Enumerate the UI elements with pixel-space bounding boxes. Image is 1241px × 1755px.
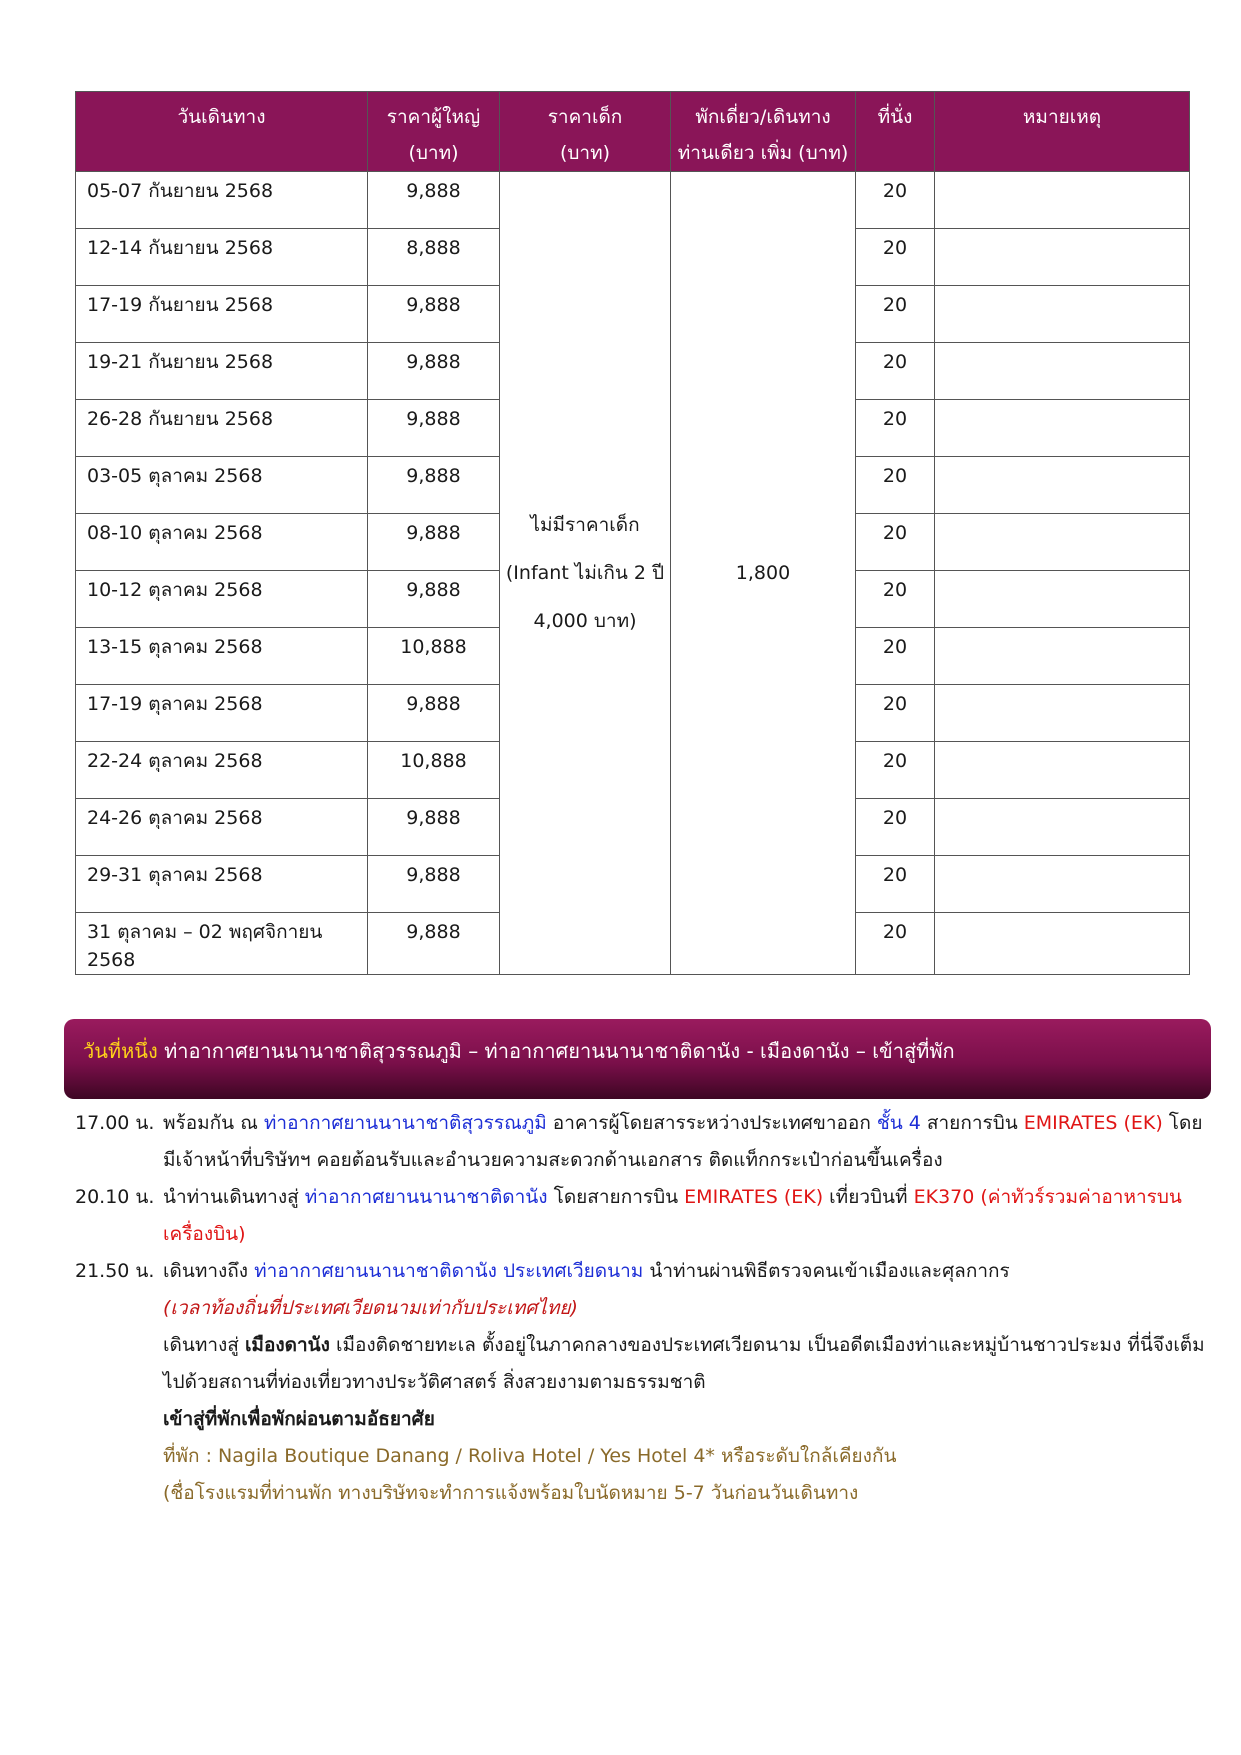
adult-price-cell: 10,888: [368, 628, 500, 685]
airport-name: ท่าอากาศยานนานาชาติดานัง: [304, 1186, 548, 1208]
child-note-line: 4,000 บาท): [533, 610, 637, 632]
date-cell: 08-10 ตุลาคม 2568: [76, 514, 368, 571]
adult-price-cell: 9,888: [368, 913, 500, 975]
day-label: วันที่หนึ่ง: [83, 1039, 158, 1063]
date-cell: 24-26 ตุลาคม 2568: [76, 799, 368, 856]
itinerary-time: 20.10 น.: [75, 1186, 155, 1208]
airport-name: ท่าอากาศยานนานาชาติสุวรรณภูมิ: [263, 1112, 547, 1134]
flight-number: EK370 (ค่าทัวร์รวมค่าอาหารบนเครื่องบิน): [163, 1186, 1182, 1245]
date-cell: 05-07 กันยายน 2568: [76, 172, 368, 229]
seats-cell: 20: [856, 685, 935, 742]
city-name: เมืองดานัง: [244, 1334, 330, 1356]
remarks-cell: [935, 229, 1190, 286]
seats-cell: 20: [856, 400, 935, 457]
adult-price-cell: 9,888: [368, 400, 500, 457]
remarks-cell: [935, 286, 1190, 343]
seats-cell: 20: [856, 799, 935, 856]
header-date: วันเดินทาง: [76, 92, 368, 172]
adult-price-cell: 9,888: [368, 457, 500, 514]
itinerary-entry: [75, 1105, 1205, 1179]
itinerary-text: พร้อมกัน ณ ท่าอากาศยานนานาชาติสุวรรณภูมิ อาคารผู้โดยสารระหว่างประเทศขาออก ชั้น 4 สายการบิน EMIRATES (EK) โดยมีเจ้าหน้าที่บริษัทฯ คอยต้อนรับและอำนวยความสะดวกด้านเอกสาร ติดแท็กกระเป๋าก่อนขึ้นเครื่อง: [163, 1112, 1203, 1171]
header-adult-price: ราคาผู้ใหญ่ (บาท): [368, 92, 500, 172]
seats-cell: 20: [856, 742, 935, 799]
adult-price-cell: 9,888: [368, 685, 500, 742]
seats-cell: 20: [856, 286, 935, 343]
remarks-cell: [935, 913, 1190, 975]
seats-cell: 20: [856, 571, 935, 628]
city-description: เดินทางสู่ เมืองดานัง เมืองติดชายทะเล ตั้งอยู่ในภาคกลางของประเทศเวียดนาม เป็นอดีตเมืองท่าและหมู่บ้านชาวประมง ที่นี่จึงเต็มไปด้วยสถานที่ท่องเที่ยวทางประวัติศาสตร์ สิ่งสวยงามตามธรรมชาติ: [163, 1334, 1205, 1393]
check-in-note: เข้าสู่ที่พักเพื่อพักผ่อนตามอัธยาศัย: [163, 1408, 435, 1430]
remarks-cell: [935, 172, 1190, 229]
itinerary-time: 17.00 น.: [75, 1112, 155, 1134]
date-cell: 22-24 ตุลาคม 2568: [76, 742, 368, 799]
remarks-cell: [935, 628, 1190, 685]
date-cell: 31 ตุลาคม – 02 พฤศจิกายน 2568: [76, 913, 368, 975]
itinerary-time: 21.50 น.: [75, 1260, 155, 1282]
remarks-cell: [935, 799, 1190, 856]
table-header-row: [76, 92, 1190, 172]
seats-cell: 20: [856, 856, 935, 913]
date-cell: 17-19 กันยายน 2568: [76, 286, 368, 343]
header-single-supplement: พักเดี่ยว/เดินทาง ท่านเดียว เพิ่ม (บาท): [671, 92, 856, 172]
remarks-cell: [935, 400, 1190, 457]
date-cell: 12-14 กันยายน 2568: [76, 229, 368, 286]
date-cell: 29-31 ตุลาคม 2568: [76, 856, 368, 913]
hotel-info: ที่พัก : Nagila Boutique Danang / Roliva Hotel / Yes Hotel 4* หรือระดับใกล้เคียงกัน: [163, 1445, 897, 1467]
date-cell: 03-05 ตุลาคม 2568: [76, 457, 368, 514]
date-cell: 26-28 กันยายน 2568: [76, 400, 368, 457]
child-note-line: (Infant ไม่เกิน 2 ปี: [505, 562, 665, 584]
remarks-cell: [935, 343, 1190, 400]
seats-cell: 20: [856, 628, 935, 685]
remarks-cell: [935, 514, 1190, 571]
date-cell: 19-21 กันยายน 2568: [76, 343, 368, 400]
header-seats: ที่นั่ง: [856, 92, 935, 172]
child-note-line: ไม่มีราคาเด็ก: [530, 514, 640, 536]
child-price-note: [500, 172, 671, 975]
airline-name: EMIRATES (EK): [1023, 1112, 1163, 1134]
adult-price-cell: 8,888: [368, 229, 500, 286]
itinerary-entry: [75, 1179, 1205, 1253]
adult-price-cell: 9,888: [368, 343, 500, 400]
adult-price-cell: 10,888: [368, 742, 500, 799]
seats-cell: 20: [856, 343, 935, 400]
remarks-cell: [935, 571, 1190, 628]
airline-name: EMIRATES (EK): [684, 1186, 824, 1208]
seats-cell: 20: [856, 457, 935, 514]
adult-price-cell: 9,888: [368, 799, 500, 856]
date-cell: 17-19 ตุลาคม 2568: [76, 685, 368, 742]
local-time-note: (เวลาท้องถิ่นที่ประเทศเวียดนามเท่ากับประเทศไทย): [163, 1297, 578, 1319]
date-cell: 10-12 ตุลาคม 2568: [76, 571, 368, 628]
adult-price-cell: 9,888: [368, 856, 500, 913]
adult-price-cell: 9,888: [368, 571, 500, 628]
seats-cell: 20: [856, 229, 935, 286]
header-remarks: หมายเหตุ: [935, 92, 1190, 172]
remarks-cell: [935, 457, 1190, 514]
seats-cell: 20: [856, 514, 935, 571]
remarks-cell: [935, 856, 1190, 913]
itinerary-text: เดินทางถึง ท่าอากาศยานนานาชาติดานัง ประเทศเวียดนาม นำท่านผ่านพิธีตรวจคนเข้าเมืองและศุลกากร (เวลาท้องถิ่นที่ประเทศเวียดนามเท่ากับประเทศไทย) เดินทางสู่ เมืองดานัง เมืองติดชายทะเล ตั้งอยู่ในภาคกลางของประเทศเวียดนาม เป็นอดีตเมืองท่าและหมู่บ้านชาวประมง ที่นี่จึงเต็มไปด้วยสถานที่ท่องเที่ยวทางประวัติศาสตร์ สิ่งสวยงามตามธรรมชาติ เข้าสู่ที่พักเพื่อพักผ่อนตามอัธยาศัย ที่พัก : Nagila Boutique Danang / Roliva Hotel / Yes Hotel 4* หรือระดับใกล้เคียงกัน (ชื่อโรงแรมที่ท่านพัก ทางบริษัทจะทำการแจ้งพร้อมใบนัดหมาย 5-7 วันก่อนวันเดินทาง: [163, 1253, 1205, 1512]
remarks-cell: [935, 742, 1190, 799]
adult-price-cell: 9,888: [368, 286, 500, 343]
day-title: ท่าอากาศยานนานาชาติสุวรรณภูมิ – ท่าอากาศยานนานาชาติดานัง - เมืองดานัง – เข้าสู่ที่พัก: [164, 1039, 955, 1063]
header-child-price: ราคาเด็ก (บาท): [500, 92, 671, 172]
adult-price-cell: 9,888: [368, 514, 500, 571]
date-cell: 13-15 ตุลาคม 2568: [76, 628, 368, 685]
day-one-header: [64, 1019, 1211, 1099]
itinerary-entry: [75, 1253, 1205, 1512]
floor-label: ชั้น 4: [876, 1112, 921, 1134]
price-table: [75, 91, 1190, 975]
airport-name: ท่าอากาศยานนานาชาติดานัง ประเทศเวียดนาม: [254, 1260, 644, 1282]
itinerary-text: นำท่านเดินทางสู่ ท่าอากาศยานนานาชาติดานัง โดยสายการบิน EMIRATES (EK) เที่ยวบินที่ EK370 (ค่าทัวร์รวมค่าอาหารบนเครื่องบิน): [163, 1186, 1182, 1245]
adult-price-cell: 9,888: [368, 172, 500, 229]
remarks-cell: [935, 685, 1190, 742]
table-row: [76, 172, 1190, 229]
seats-cell: 20: [856, 913, 935, 975]
itinerary: [75, 1105, 1205, 1512]
hotel-notice: (ชื่อโรงแรมที่ท่านพัก ทางบริษัทจะทำการแจ้งพร้อมใบนัดหมาย 5-7 วันก่อนวันเดินทาง: [163, 1482, 859, 1504]
single-supplement-value: 1,800: [671, 172, 856, 975]
seats-cell: 20: [856, 172, 935, 229]
